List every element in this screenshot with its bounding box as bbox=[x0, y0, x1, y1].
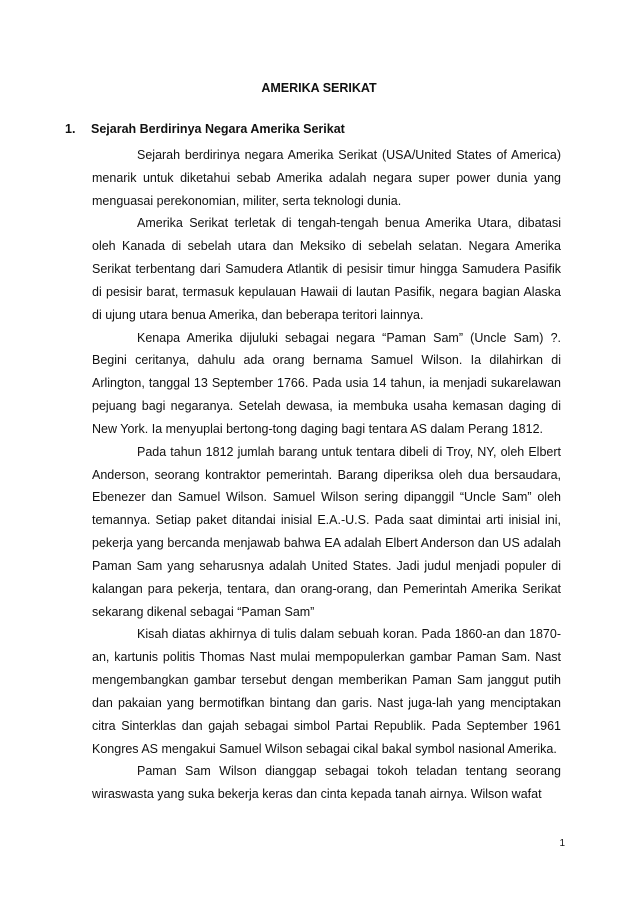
paragraph-6: Paman Sam Wilson dianggap sebagai tokoh teladan tentang seorang wiraswasta yang suka bekerja keras dan cinta kepada tanah airnya. Wilson wafat bbox=[92, 764, 561, 802]
section-number: 1. bbox=[65, 122, 76, 136]
section-body bbox=[92, 144, 561, 806]
paragraph-2: Amerika Serikat terletak di tengah-tengah benua Amerika Utara, dibatasi oleh Kanada di sebelah utara dan Meksiko di sebelah selatan. Negara Amerika Serikat terbentang dari Samudera Atlantik di pesisir timur hingga Samudera Pasifik di pesisir barat, termasuk kepulauan Hawaii di lautan Pasifik, negara bagian Alaska di ujung utara benua Amerika, dan beberapa teritori lainnya. bbox=[92, 216, 561, 322]
page-number: 1 bbox=[559, 838, 565, 849]
paragraph-3: Kenapa Amerika dijuluki sebagai negara “Paman Sam” (Uncle Sam) ?. Begini ceritanya, dahulu ada orang bernama Samuel Wilson. Ia dilahirkan di Arlington, tanggal 13 September 1766. Pada usia 14 tahun, ia menjadi sukarelawan pejuang bagi negaranya. Setelah dewasa, ia membuka usaha kemasan daging di New York. Ia menyuplai bertong-tong daging bagi tentara AS dalam Perang 1812. bbox=[92, 330, 561, 436]
section-heading-text: Sejarah Berdirinya Negara Amerika Serikat bbox=[91, 122, 345, 136]
page-title: AMERIKA SERIKAT bbox=[261, 81, 377, 95]
paragraph-5: Kisah diatas akhirnya di tulis dalam sebuah koran. Pada 1860-an dan 1870-an, kartunis politis Thomas Nast mulai mempopulerkan gambar Paman Sam. Nast mengembangkan gambar tersebut dengan memberikan Paman Sam janggut putih dan pakaian yang bermotifkan bintang dan garis. Nast juga-lah yang menciptakan citra Sinterklas dan gajah sebagai simbol Partai Republik. Pada September 1961 Kongres AS mengakui Samuel Wilson sebagai cikal bakal symbol nasional Amerika. bbox=[92, 627, 561, 756]
section-heading bbox=[65, 121, 345, 137]
paragraph-1: Sejarah berdirinya negara Amerika Serikat (USA/United States of America) menarik untuk diketahui sebab Amerika adalah negara super power dunia yang menguasai perekonomian, militer, serta teknologi dunia. bbox=[92, 148, 561, 208]
paragraph-4: Pada tahun 1812 jumlah barang untuk tentara dibeli di Troy, NY, oleh Elbert Anderson, seorang kontraktor pemerintah. Barang diperiksa oleh dua bersaudara, Ebenezer dan Samuel Wilson. Samuel Wilson sering dipanggil “Uncle Sam” oleh temannya. Setiap paket ditandai inisial E.A.-U.S. Pada saat dimintai arti inisial ini, pekerja yang bercanda menjawab bahwa EA adalah Elbert Anderson dan US adalah Paman Sam yang seharusnya adalah United States. Jadi judul menjadi populer di kalangan para pekerja, tentara, dan orang-orang, dan Pemerintah Amerika Serikat sekarang dikenal sebagai “Paman Sam” bbox=[92, 444, 561, 619]
